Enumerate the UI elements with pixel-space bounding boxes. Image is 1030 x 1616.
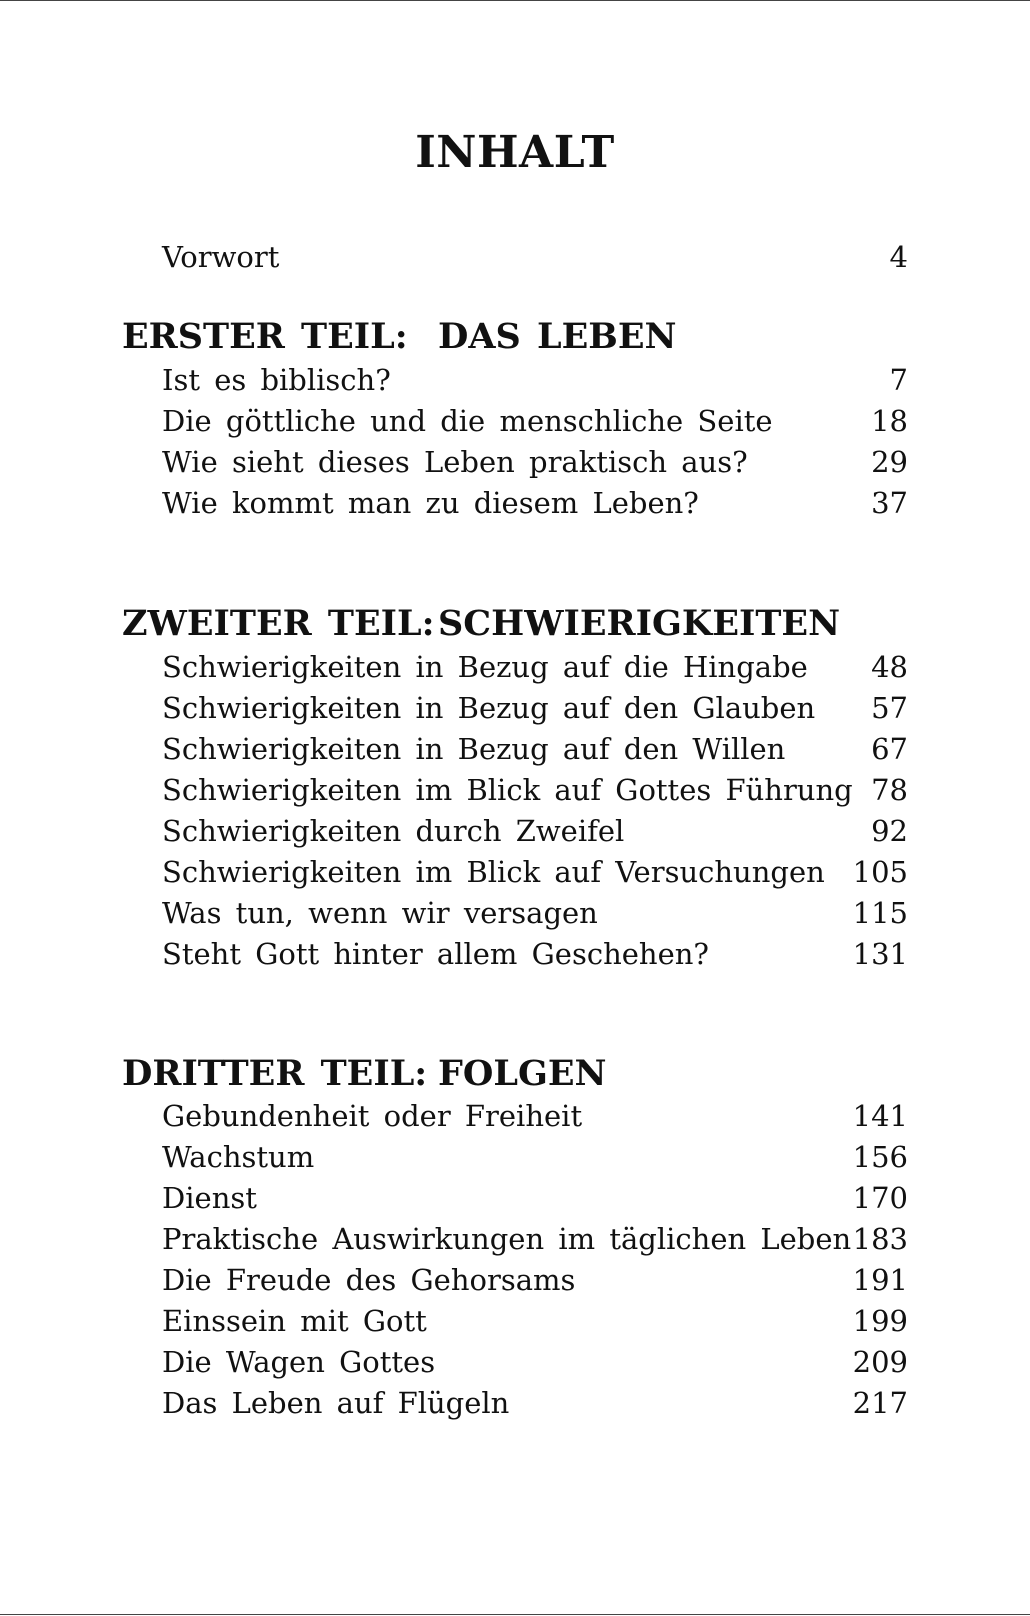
toc-entry-page: 67: [871, 732, 908, 766]
toc-entry: [162, 1099, 908, 1140]
toc-entry-page: 131: [852, 937, 908, 971]
toc-entry-label: Dienst: [162, 1181, 257, 1215]
toc-entry-label: Die göttliche und die menschliche Seite: [162, 404, 773, 438]
toc-entry-page: 209: [852, 1345, 908, 1379]
toc-entry-page: 29: [871, 445, 908, 479]
toc-entry: [162, 855, 908, 896]
toc-entry-label: Das Leben auf Flügeln: [162, 1386, 510, 1420]
toc-entry-label: Einssein mit Gott: [162, 1304, 427, 1338]
toc-entry: [162, 896, 908, 937]
toc-entry: [162, 404, 908, 445]
toc-entry-page: 4: [889, 240, 908, 274]
toc-entry-page: 115: [852, 896, 908, 930]
toc-entry: [162, 732, 908, 773]
toc-entry-label: Schwierigkeiten in Bezug auf den Glauben: [162, 691, 816, 725]
part-subtitle: DAS LEBEN: [438, 316, 677, 357]
toc-entry: [162, 1181, 908, 1222]
toc-entry: [162, 814, 908, 855]
toc-entry-label: Schwierigkeiten in Bezug auf den Willen: [162, 732, 786, 766]
part-label: DRITTER TEIL:: [122, 1053, 428, 1094]
toc-entry: [162, 1263, 908, 1304]
toc-entry-page: 199: [852, 1304, 908, 1338]
toc-entry-page: 183: [852, 1222, 908, 1256]
toc-entry: [162, 1222, 908, 1263]
toc-entry-label: Schwierigkeiten im Blick auf Gottes Führung: [162, 773, 853, 807]
toc-entry-page: 7: [889, 363, 908, 397]
toc-entry: [162, 773, 908, 814]
toc-entry-vorwort: [162, 240, 908, 281]
part-subtitle: SCHWIERIGKEITEN: [438, 603, 841, 644]
toc-entry: [162, 363, 908, 404]
toc-entry: [162, 1345, 908, 1386]
toc-entry-label: Wachstum: [162, 1140, 315, 1174]
toc-entry: [162, 650, 908, 691]
toc-entry: [162, 445, 908, 486]
toc-entry-page: 57: [871, 691, 908, 725]
toc-entry-label: Die Wagen Gottes: [162, 1345, 436, 1379]
toc-entry-page: 78: [871, 773, 908, 807]
page-title: INHALT: [415, 127, 615, 178]
toc-entry-page: 105: [852, 855, 908, 889]
toc-entry-page: 92: [871, 814, 908, 848]
part-label: ZWEITER TEIL:: [122, 603, 435, 644]
toc-entry-label: Schwierigkeiten in Bezug auf die Hingabe: [162, 650, 808, 684]
toc-entry: [162, 937, 908, 978]
toc-entry-label: Die Freude des Gehorsams: [162, 1263, 576, 1297]
toc-entry-label: Was tun, wenn wir versagen: [162, 896, 598, 930]
toc-entry: [162, 1304, 908, 1345]
toc-entry: [162, 486, 908, 527]
part-subtitle: FOLGEN: [438, 1053, 607, 1094]
toc-entry: [162, 1140, 908, 1181]
bottom-border-line: [0, 1614, 1030, 1615]
toc-entry-label: Praktische Auswirkungen im täglichen Leben: [162, 1222, 852, 1256]
toc-entry-label: Ist es biblisch?: [162, 363, 391, 397]
toc-entry-page: 37: [871, 486, 908, 520]
toc-entry-page: 170: [852, 1181, 908, 1215]
toc-entry-page: 156: [852, 1140, 908, 1174]
toc-entry-label: Gebundenheit oder Freiheit: [162, 1099, 583, 1133]
part-heading-3: [122, 1053, 607, 1094]
toc-entry-label: Vorwort: [162, 240, 280, 274]
part-heading-1: [122, 316, 677, 357]
toc-entry-page: 191: [852, 1263, 908, 1297]
toc-entry: [162, 1386, 908, 1427]
toc-entry-label: Schwierigkeiten durch Zweifel: [162, 814, 625, 848]
toc-entry-label: Wie sieht dieses Leben praktisch aus?: [162, 445, 748, 479]
toc-entry: [162, 691, 908, 732]
toc-entry-page: 217: [852, 1386, 908, 1420]
toc-entry-page: 141: [852, 1099, 908, 1133]
toc-entry-page: 18: [871, 404, 908, 438]
toc-entry-label: Schwierigkeiten im Blick auf Versuchungen: [162, 855, 825, 889]
toc-entry-label: Steht Gott hinter allem Geschehen?: [162, 937, 709, 971]
toc-entry-page: 48: [871, 650, 908, 684]
toc-entry-label: Wie kommt man zu diesem Leben?: [162, 486, 699, 520]
part-label: ERSTER TEIL:: [122, 316, 408, 357]
part-heading-2: [122, 603, 841, 644]
top-border-line: [0, 0, 1030, 1]
